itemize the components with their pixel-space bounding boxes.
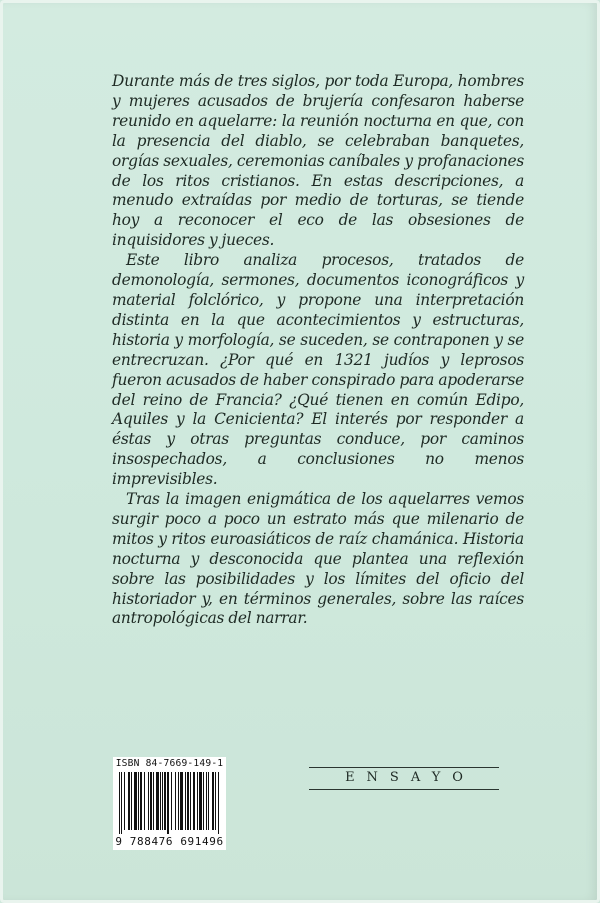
barcode-bar xyxy=(178,772,179,830)
barcode-bar xyxy=(164,772,166,830)
barcode-bar xyxy=(208,772,209,830)
back-cover-blurb xyxy=(112,72,524,629)
barcode-bar xyxy=(197,772,198,830)
barcode-bar xyxy=(134,772,137,830)
barcode-bar xyxy=(160,772,161,830)
blurb-paragraph-2: Este libro analiza procesos, tratados de demonología, sermones, documentos iconográficos y material folclórico, y propone una interpretación distinta en la que acontecimientos y estructuras, historia y morfología, se suceden, se contraponen y se entrecruzan. ¿Por qué en 1321 judíos y leprosos fueron acusados de haber conspirado para apoderarse del reino de Francia? ¿Qué tienen en común Edipo, Aquiles y la Cenicienta? El interés por responder a éstas y otras preguntas conduce, por caminos insospechados, a conclusiones no menos imprevisibles. xyxy=(112,251,524,489)
barcode-bar xyxy=(215,772,216,830)
barcode-bar xyxy=(138,772,139,830)
series-name: ENSAYO xyxy=(345,770,475,785)
barcode-bar xyxy=(212,772,214,830)
series-rule-bottom xyxy=(309,789,499,790)
barcode-bar xyxy=(156,772,159,830)
isbn-barcode xyxy=(113,757,226,850)
barcode-bars xyxy=(119,772,220,834)
barcode-bar xyxy=(171,772,172,830)
barcode-bar xyxy=(124,772,125,830)
barcode-bar xyxy=(148,772,149,830)
barcode-bar xyxy=(131,772,132,830)
barcode-bar xyxy=(206,772,207,830)
barcode-bar xyxy=(121,772,122,834)
barcode-bar xyxy=(193,772,195,830)
barcode-bar xyxy=(144,772,145,830)
ean-digits: 9 788476 691496 xyxy=(115,835,224,848)
barcode-bar xyxy=(119,772,120,834)
barcode-bar xyxy=(153,772,154,830)
barcode-bar xyxy=(175,772,176,830)
isbn-number: ISBN 84-7669-149-1 xyxy=(115,758,224,769)
barcode-bar xyxy=(199,772,202,830)
series-rule-top xyxy=(309,767,499,768)
barcode-bar xyxy=(162,772,163,830)
barcode-bar xyxy=(140,772,142,830)
barcode-bar xyxy=(150,772,152,830)
barcode-bar xyxy=(128,772,130,830)
blurb-paragraph-3: Tras la imagen enigmática de los aquelarres vemos surgir poco a poco un estrato más que milenario de mitos y ritos euroasiáticos de raíz chamánica. Historia nocturna y desconocida que plantea una reflexión sobre las posibilidades y los límites del oficio del historiador y, en términos generales, sobre las raíces antropológicas del narrar. xyxy=(112,490,524,628)
barcode-bar xyxy=(180,772,183,830)
series-label-block xyxy=(309,767,499,793)
barcode-bar xyxy=(167,772,169,834)
barcode-bar xyxy=(218,772,219,834)
blurb-paragraph-1: Durante más de tres siglos, por toda Europa, hombres y mujeres acusados de brujería confesaron haberse reunido en aquelarre: la reunión nocturna en que, con la presencia del diablo, se celebraban banquetes, orgías sexuales, ceremonias caníbales y profanaciones de los ritos cristianos. En estas descripciones, a menudo extraídas por medio de torturas, se tiende hoy a reconocer el eco de las obsesiones de inquisidores y jueces. xyxy=(112,72,524,250)
barcode-bar xyxy=(187,772,189,830)
barcode-bar xyxy=(185,772,186,830)
barcode-bar xyxy=(190,772,191,830)
barcode-bar xyxy=(203,772,204,830)
